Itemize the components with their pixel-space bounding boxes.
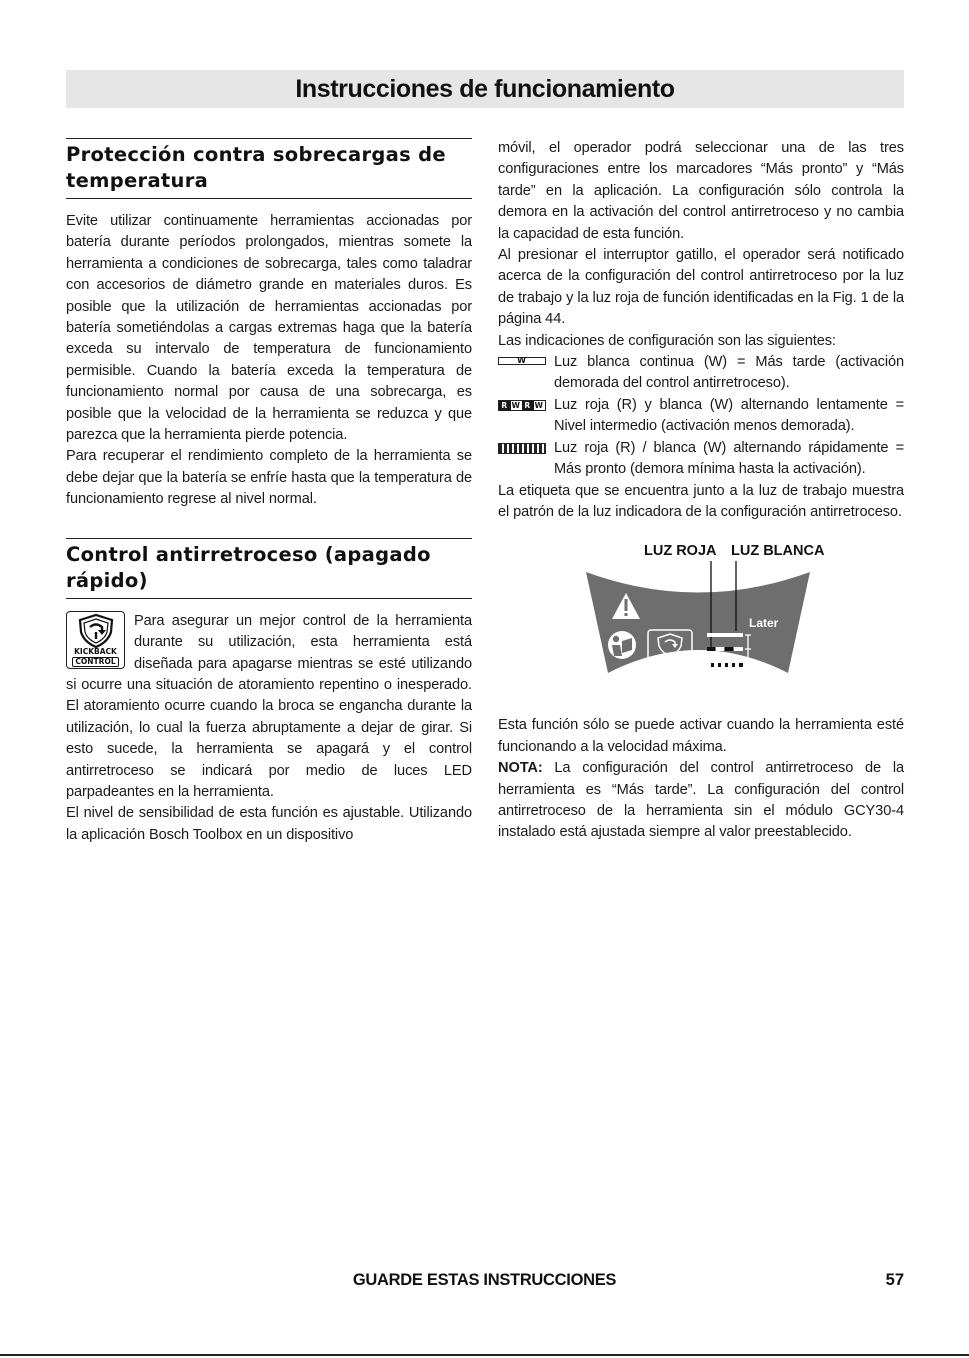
footer-save-instructions: GUARDE ESTAS INSTRUCCIONES — [352, 1271, 617, 1289]
label-earlier: Earlier — [749, 670, 787, 685]
kickback-label-figure — [498, 535, 904, 715]
badge-segment-r: R — [522, 401, 534, 410]
right-paragraph-5: Esta función sólo se puede activar cuando la herramienta esté funcionando a la velocidad máxima. — [498, 717, 904, 755]
kickback-label-illustration — [498, 535, 904, 715]
kickback-icon-label-top: KICKBACK — [74, 646, 117, 656]
shield-arrow-icon — [77, 614, 115, 648]
right-column — [498, 138, 904, 844]
kickback-icon-label-bottom: CONTROL — [72, 657, 118, 667]
slow-alternating-badge — [498, 400, 546, 411]
section-heading-temperature: Protección contra sobrecargas de temperatura — [66, 138, 472, 199]
page-header-title: Instrucciones de funcionamiento — [295, 74, 675, 103]
note-label: NOTA: — [498, 760, 543, 777]
bottom-rule — [0, 1354, 969, 1356]
left-column — [66, 138, 472, 846]
kickback-paragraph-2: El nivel de sensibilidad de esta función es ajustable. Utilizando la aplicación Bosch Toolbox en un dispositivo — [66, 805, 472, 843]
indicator-row-fast — [498, 438, 904, 481]
section-heading-kickback: Control antirretroceso (apagado rápido) — [66, 538, 472, 599]
badge-segment-w: W — [534, 400, 544, 410]
label-later: Later — [749, 616, 779, 631]
white-light-badge: W — [498, 357, 546, 365]
kickback-mini-label-top: KICKBACK — [654, 659, 686, 666]
right-paragraph-3: Las indicaciones de configuración son las siguientes: — [498, 332, 836, 349]
note-text: La configuración del control antirretroceso de la herramienta es “Más tarde”. La configuración del control antirretroceso de la herramienta sin el módulo GCY30-4 instalado está ajustada siempre al valor preestablecido. — [498, 760, 904, 841]
pattern-earlier — [707, 663, 743, 667]
pattern-medium — [707, 647, 743, 651]
indicator-text-white: Luz blanca continua (W) = Más tarde (activación demorada del control antirretroceso). — [554, 354, 904, 392]
temperature-paragraph-1: Evite utilizar continuamente herramientas accionadas por batería durante períodos prolongados, mientras somete la herramienta a condiciones de sobrecarga, tales como taladrar con accesorios de diámetro grande en materiales duros. Es posible que la utilización de herramientas accionadas por batería sometiéndolas a cargas extremas haga que la batería exceda su intervalo de temperatura de funcionamiento permisible. Cuando la batería exceda la temperatura de funcionamiento normal por causa de una sobrecarga, es posible que la velocidad de la herramienta se reduzca y que parezca que la herramienta pierde potencia. — [66, 213, 472, 444]
indicator-text-fast: Luz roja (R) / blanca (W) alternando rápidamente = Más pronto (demora mínima hasta la activación). — [554, 439, 904, 478]
label-white-light: LUZ BLANCA — [731, 543, 825, 560]
indicator-row-white — [498, 352, 904, 395]
kickback-control-icon — [66, 611, 125, 669]
indicator-row-slow — [498, 395, 904, 438]
note-paragraph — [498, 758, 904, 844]
label-red-light: LUZ ROJA — [644, 543, 717, 560]
right-paragraph-4: La etiqueta que se encuentra junto a la luz de trabajo muestra el patrón de la luz indicadora de la configuración antirretroceso. — [498, 482, 904, 520]
kickback-intro — [66, 611, 472, 804]
temperature-paragraph-2: Para recuperar el rendimiento completo de la herramienta se debe dejar que la batería se enfríe hasta que la temperatura de funcionamiento regrese al nivel normal. — [66, 448, 472, 508]
page-header-banner — [66, 70, 904, 108]
kickback-paragraph-1: Para asegurar un mejor control de la herramienta durante su utilización, esta herramienta está diseñada para apagarse mientras se esté utilizando si ocurre una situación de atoramiento repentino o inesperado. El atoramiento ocurre cuando la broca se engancha durante la utilización, lo cual la fuerza abruptamente a dejar de girar. Si esto sucede, la herramienta se apagará y el control antirretroceso se indicará por medio de luces LED parpadeantes en la herramienta. — [66, 612, 472, 800]
pattern-later — [707, 633, 743, 637]
indicator-text-slow: Luz roja (R) y blanca (W) alternando lentamente = Nivel intermedio (activación menos demorada). — [554, 396, 904, 435]
right-paragraph-1: móvil, el operador podrá seleccionar una de las tres configuraciones entre los marcadores “Más pronto” y “Más tarde” en la aplicación. La configuración sólo controla la demora en la activación del control antirretroceso y no cambia la capacidad de esta función. — [498, 140, 904, 242]
right-paragraph-2: Al presionar el interruptor gatillo, el operador será notificado acerca de la configuración del control antirretroceso por la luz de trabajo y la luz roja de función identificadas en la Fig. 1 de la página 44. — [498, 247, 904, 328]
badge-segment-r: R — [499, 401, 511, 410]
kickback-mini-label-bottom: CONTROL — [655, 665, 685, 672]
badge-segment-w: W — [511, 400, 521, 410]
page-number: 57 — [885, 1271, 904, 1289]
fast-alternating-badge — [498, 443, 546, 454]
